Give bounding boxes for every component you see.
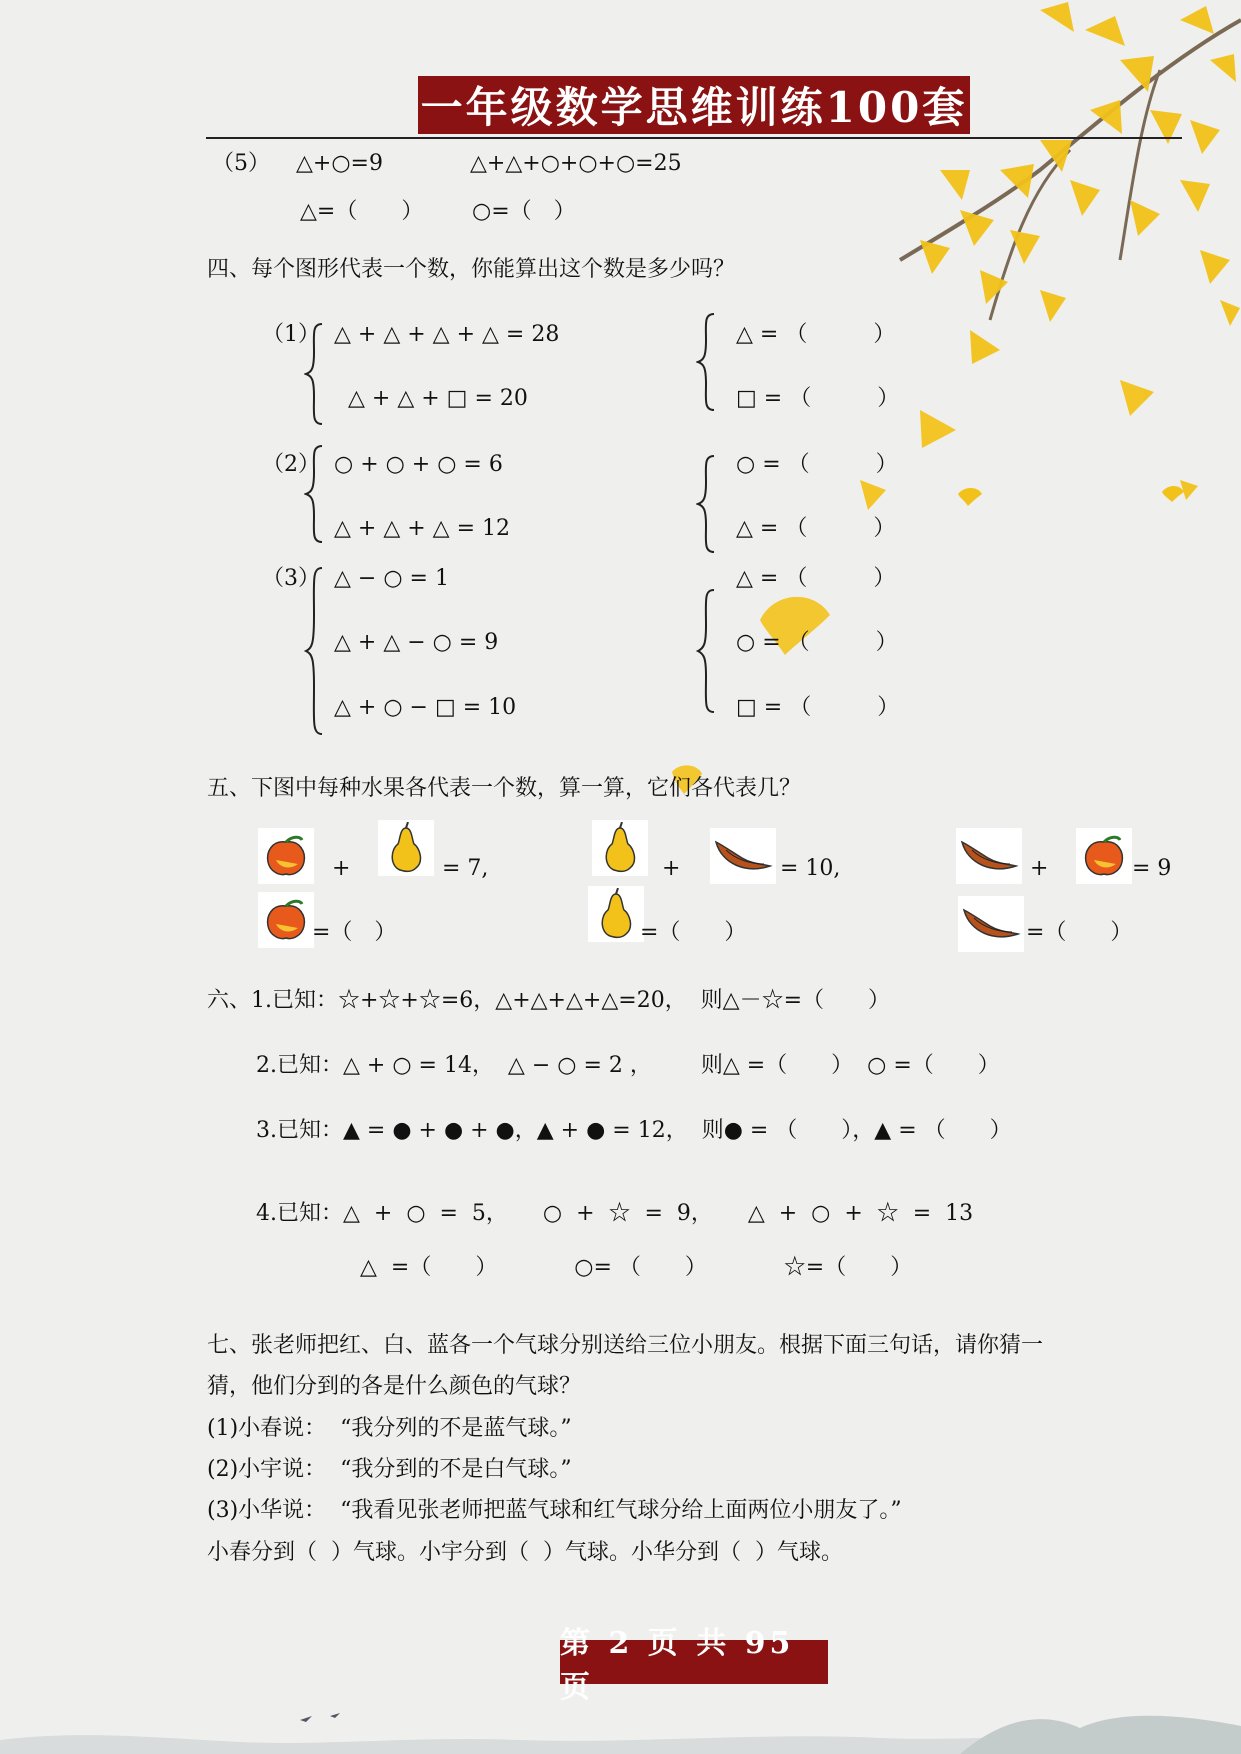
q4-3-label: （3）	[262, 566, 320, 591]
page-title: 一年级数学思维训练100套	[420, 83, 968, 132]
peach-icon	[258, 828, 314, 884]
q5-eq3-result: = 9	[1132, 856, 1172, 881]
q4-2-eq1: ○ + ○ + ○ = 6	[334, 452, 503, 477]
q4-title: 四、每个图形代表一个数，你能算出这个数是多少吗？	[207, 257, 736, 282]
left-brace	[304, 444, 326, 544]
left-brace	[696, 588, 718, 714]
q7-line4: (2)小宇说： “我分到的不是白气球。”	[207, 1457, 572, 1482]
page-title-banner	[418, 76, 970, 134]
q5-eq2-result: = 10,	[780, 856, 841, 881]
q7-line3: (1)小春说： “我分列的不是蓝气球。”	[207, 1416, 572, 1441]
page-number-banner	[560, 1626, 828, 1705]
q4-1-answer-square: □ = （ ）	[736, 386, 900, 411]
peach-icon	[1076, 828, 1132, 884]
q4-3-eq2: △ + △ − ○ = 9	[334, 630, 499, 655]
q3-5-label: （5）	[212, 151, 270, 176]
left-brace	[304, 322, 326, 426]
pear-icon	[588, 886, 644, 942]
q6-line5: △ =（ ） ○= （ ） ☆=（ ）	[360, 1255, 913, 1280]
plus-sign: +	[332, 856, 351, 881]
q7-line6: 小春分到（ ）气球。小宇分到（ ）气球。小华分到（ ）气球。	[207, 1540, 843, 1565]
q4-3-answer-circle: ○ = （ ）	[736, 630, 898, 655]
banana-icon	[958, 896, 1024, 952]
q5-title: 五、下图中每种水果各代表一个数，算一算，它们各代表几？	[207, 776, 802, 801]
q5-answer-banana: =（ ）	[1026, 920, 1133, 945]
q4-2-answer-circle: ○ = （ ）	[736, 452, 898, 477]
ginkgo-leaf-decoration	[1160, 484, 1186, 504]
q6-line4: 4.已知：△ + ○ = 5， ○ + ☆ = 9， △ + ○ + ☆ = 13	[256, 1201, 974, 1226]
q4-2-answer-triangle: △ = （ ）	[736, 516, 896, 541]
q4-3-answer-square: □ = （ ）	[736, 695, 900, 720]
q4-1-eq1: △ + △ + △ + △ = 28	[334, 322, 560, 347]
q3-5-answer-circle: ○=（ ）	[472, 199, 576, 224]
plus-sign: +	[1030, 856, 1049, 881]
left-brace	[696, 312, 718, 412]
q4-3-answer-triangle: △ = （ ）	[736, 566, 896, 591]
q4-1-label: （1）	[262, 322, 320, 347]
q5-eq1-result: = 7,	[442, 856, 489, 881]
q4-2-eq2: △ + △ + △ = 12	[334, 516, 511, 541]
left-brace	[304, 566, 326, 736]
q7-line5: (3)小华说： “我看见张老师把蓝气球和红气球分给上面两位小朋友了。”	[207, 1498, 902, 1523]
q5-answer-pear: =（ ）	[640, 920, 747, 945]
q4-1-answer-triangle: △ = （ ）	[736, 322, 896, 347]
q7-line1: 七、张老师把红、白、蓝各一个气球分别送给三位小朋友。根据下面三句话，请你猜一	[207, 1333, 1044, 1358]
pear-icon	[592, 820, 648, 876]
banana-icon	[956, 828, 1022, 884]
q3-5-eq1: △+○=9	[296, 151, 383, 176]
q6-line2: 2.已知：△ + ○ = 14， △ − ○ = 2 ， 则△ =（ ） ○ =（ ）	[256, 1053, 1000, 1078]
q6-line3: 3.已知：▲ = ● + ● + ●，▲ + ● = 12， 则● = （ ），▲ = （ ）	[256, 1118, 1012, 1143]
q4-3-eq1: △ − ○ = 1	[334, 566, 449, 591]
pear-icon	[378, 820, 434, 876]
q5-answer-peach: =（ ）	[312, 920, 397, 945]
q4-1-eq2: △ + △ + □ = 20	[348, 386, 528, 411]
q7-line2: 猜，他们分到的各是什么颜色的气球？	[207, 1374, 582, 1399]
page-number: 第 2 页 共 95 页	[560, 1626, 795, 1705]
q3-5-answer-triangle: △=（ ）	[300, 199, 424, 224]
left-brace	[696, 454, 718, 554]
q4-2-label: （2）	[262, 452, 320, 477]
q4-3-eq3: △ + ○ − □ = 10	[334, 695, 517, 720]
header-rule	[206, 137, 1182, 139]
ginkgo-leaf-decoration	[956, 486, 984, 508]
q3-5-eq2: △+△+○+○+○=25	[470, 151, 682, 176]
peach-icon	[258, 892, 314, 948]
q6-line1: 六、1.已知：☆+☆+☆=6，△+△+△+△=20， 则△－☆=（ ）	[207, 988, 891, 1013]
plus-sign: +	[662, 856, 681, 881]
banana-icon	[710, 828, 776, 884]
